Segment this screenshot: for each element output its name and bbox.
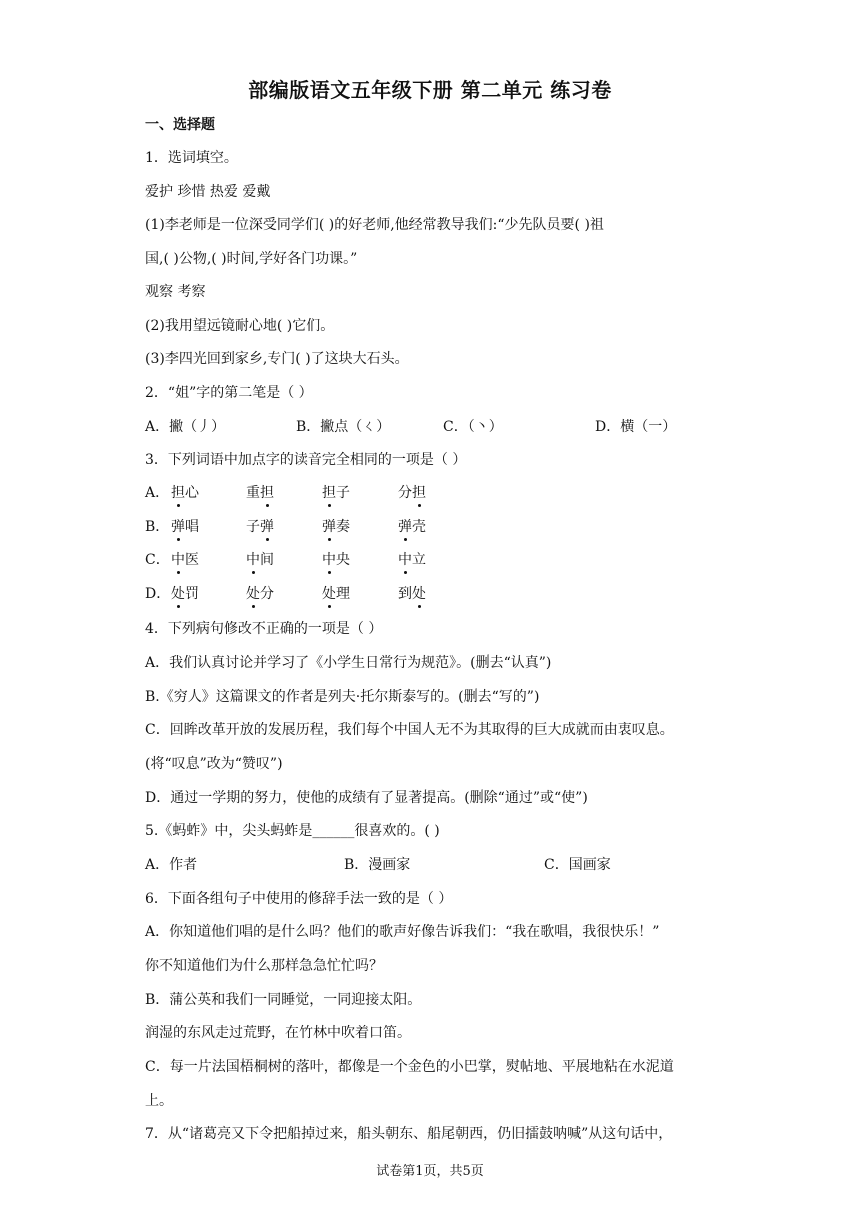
page-footer: 试卷第1页，共5页: [376, 1164, 484, 1179]
question-3-word: [398, 549, 426, 569]
question-3-word: [398, 583, 426, 603]
question-1-sentence-2: (2)我用望远镜耐心地( )它们。: [145, 318, 335, 334]
question-3-word: [246, 583, 274, 603]
word-character: 唱: [185, 519, 199, 535]
dotted-character: 中: [398, 549, 412, 569]
dotted-character: 处: [171, 583, 185, 603]
question-6-option-b-line-1: B．蒲公英和我们一同睡觉，一同迎接太阳。: [145, 992, 422, 1008]
question-3-word: [171, 516, 199, 536]
question-3-word: [398, 482, 426, 502]
question-3-option-letter: B．: [145, 519, 170, 535]
question-1-sentence-1a: (1)李老师是一位深受同学们( )的好老师,他经常教导我们:“少先队员要( )祖: [145, 217, 604, 233]
question-2-option-d: D．横（一）: [595, 419, 677, 435]
question-1-sentence-3: (3)李四光回到家乡,专门( )了这块大石头。: [145, 351, 409, 367]
question-1-word-bank-2: 观察 考察: [145, 284, 206, 300]
question-3-word: [171, 549, 199, 569]
question-3-word: [246, 482, 274, 502]
question-2-stem: 2．“姐”字的第二笔是（ ）: [145, 385, 313, 401]
dotted-character: 弹: [398, 516, 412, 536]
question-3-option-letter: D．: [145, 586, 171, 602]
question-7-stem: 7．从“诸葛亮又下令把船掉过来，船头朝东、船尾朝西，仍旧擂鼓呐喊”从这句话中，: [145, 1126, 673, 1142]
word-character: 分: [398, 485, 412, 501]
question-4-option-d: D．通过一学期的努力，使他的成绩有了显著提高。(删除“通过”或“使”): [145, 790, 588, 806]
question-3-option-letter: A．: [145, 485, 170, 501]
question-5-stem: 5.《蚂蚱》中，尖头蚂蚱是______很喜欢的。( ): [145, 823, 440, 839]
word-character: 奏: [336, 519, 350, 535]
question-1-stem: 1．选词填空。: [145, 150, 238, 166]
word-character: 分: [260, 586, 274, 602]
section-heading: 一、选择题: [145, 117, 215, 133]
dotted-character: 中: [246, 549, 260, 569]
word-character: 壳: [412, 519, 426, 535]
question-4-option-a: A．我们认真讨论并学习了《小学生日常行为规范》。(删去“认真”): [145, 655, 552, 671]
question-6-stem: 6．下面各组句子中使用的修辞手法一致的是（ ）: [145, 891, 453, 907]
word-character: 子: [246, 519, 260, 535]
question-3-word: [322, 482, 350, 502]
question-4-option-c-line-1: C．回眸改革开放的发展历程，我们每个中国人无不为其取得的巨大成就而由衷叹息。: [145, 722, 674, 738]
dotted-character: 担: [260, 482, 274, 502]
dotted-character: 处: [412, 583, 426, 603]
question-6-option-a-line-1: A．你知道他们唱的是什么吗？他们的歌声好像告诉我们：“我在歌唱，我很快乐！”: [145, 924, 660, 940]
dotted-character: 担: [322, 482, 336, 502]
question-2-option-c: C．（丶）: [443, 419, 503, 435]
page-title: 部编版语文五年级下册 第二单元 练习卷: [248, 78, 612, 102]
question-1-word-bank-1: 爱护 珍惜 热爱 爱戴: [145, 184, 271, 200]
question-5-option-b: B．漫画家: [344, 857, 411, 873]
question-3-word: [322, 583, 350, 603]
dotted-character: 中: [171, 549, 185, 569]
word-character: 罚: [185, 586, 199, 602]
dotted-character: 担: [412, 482, 426, 502]
word-character: 立: [412, 552, 426, 568]
word-character: 重: [246, 485, 260, 501]
question-3-word: [398, 516, 426, 536]
dotted-character: 中: [322, 549, 336, 569]
dotted-character: 处: [246, 583, 260, 603]
dotted-character: 弹: [171, 516, 185, 536]
question-4-option-b: B.《穷人》这篇课文的作者是列夫·托尔斯泰写的。(删去“写的”): [145, 689, 540, 705]
dotted-character: 弹: [322, 516, 336, 536]
question-3-word: [322, 549, 350, 569]
question-3-word: [171, 583, 199, 603]
word-character: 到: [398, 586, 412, 602]
question-3-word: [246, 549, 274, 569]
question-5-option-c: C．国画家: [544, 857, 611, 873]
question-2-option-b: B．撇点（ㄑ）: [296, 419, 391, 435]
question-5-option-a: A．作者: [145, 857, 198, 873]
question-6-option-c-line-2: 上。: [145, 1093, 173, 1109]
question-3-word: [171, 482, 199, 502]
question-3-word: [246, 516, 274, 536]
dotted-character: 担: [171, 482, 185, 502]
question-3-stem: 3．下列词语中加点字的读音完全相同的一项是（ ）: [145, 452, 467, 468]
question-6-option-a-line-2: 你不知道他们为什么那样急急忙忙吗？: [145, 958, 383, 974]
dotted-character: 弹: [260, 516, 274, 536]
word-character: 央: [336, 552, 350, 568]
question-3-option-letter: C．: [145, 552, 170, 568]
question-4-stem: 4．下列病句修改不正确的一项是（ ）: [145, 621, 383, 637]
question-3-word: [322, 516, 350, 536]
word-character: 医: [185, 552, 199, 568]
word-character: 心: [185, 485, 199, 501]
word-character: 子: [336, 485, 350, 501]
question-1-sentence-1b: 国,( )公物,( )时间,学好各门功课。”: [145, 251, 358, 267]
question-4-option-c-line-2: (将“叹息”改为“赞叹”): [145, 756, 283, 772]
word-character: 间: [260, 552, 274, 568]
question-2-option-a: A．撇（丿）: [145, 419, 226, 435]
word-character: 理: [336, 586, 350, 602]
question-6-option-c-line-1: C．每一片法国梧桐树的落叶，都像是一个金色的小巴掌，熨帖地、平展地粘在水泥道: [145, 1059, 674, 1075]
dotted-character: 处: [322, 583, 336, 603]
question-6-option-b-line-2: 润湿的东风走过荒野，在竹林中吹着口笛。: [145, 1025, 411, 1041]
